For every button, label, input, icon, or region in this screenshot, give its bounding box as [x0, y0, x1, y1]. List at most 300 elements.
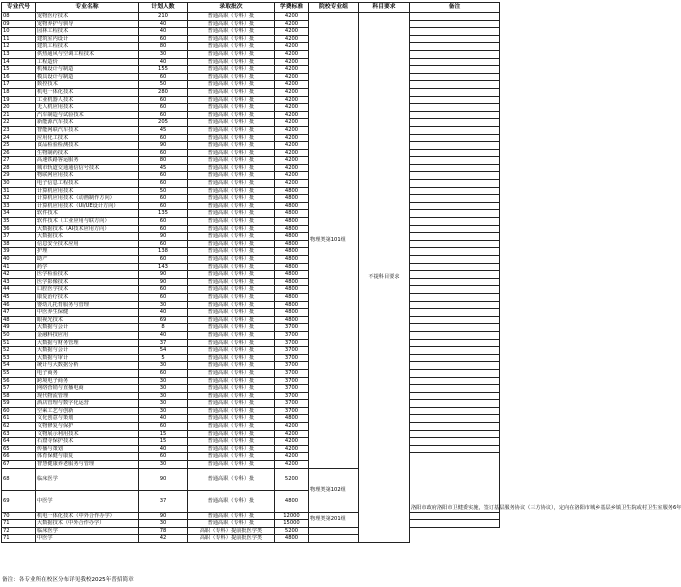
- row-code: 11: [2, 35, 36, 43]
- table-row: [2, 119, 500, 127]
- row-code: 43: [2, 278, 36, 286]
- row-name: 康复治疗技术: [36, 293, 139, 301]
- row-batch: 普通高职（专科）批: [188, 240, 275, 248]
- row-fee: 4200: [275, 180, 309, 188]
- row-count: 60: [139, 202, 188, 210]
- row-note: [410, 126, 500, 134]
- table-row: [2, 126, 500, 134]
- row-fee: 4800: [275, 293, 309, 301]
- row-note: [410, 445, 500, 453]
- row-name: 工程造价: [36, 58, 139, 66]
- table-row: [2, 256, 500, 264]
- row-count: 210: [139, 13, 188, 21]
- row-name: 智能网联汽车技术: [36, 126, 139, 134]
- row-note: [410, 385, 500, 393]
- table-row: [2, 218, 500, 226]
- table-row: [2, 377, 500, 385]
- row-fee: 3700: [275, 400, 309, 408]
- row-code: 51: [2, 339, 36, 347]
- row-code: 15: [2, 66, 36, 74]
- row-count: 60: [139, 423, 188, 431]
- row-note: [410, 278, 500, 286]
- row-code: 25: [2, 142, 36, 150]
- row-note: [410, 438, 500, 446]
- row-fee: 4200: [275, 73, 309, 81]
- row-fee: 4200: [275, 13, 309, 21]
- row-note: [410, 149, 500, 157]
- row-code: 33: [2, 202, 36, 210]
- row-count: 90: [139, 142, 188, 150]
- row-code: 54: [2, 362, 36, 370]
- row-code: 39: [2, 248, 36, 256]
- row-code: 12: [2, 43, 36, 51]
- row-code: 16: [2, 73, 36, 81]
- row-note: [410, 256, 500, 264]
- row-code: 41: [2, 263, 36, 271]
- row-fee: 4800: [275, 240, 309, 248]
- row-name: 文物修复与保护: [36, 423, 139, 431]
- row-fee: 4800: [275, 286, 309, 294]
- table-body: [2, 13, 681, 543]
- group-label: 物理类第101组: [309, 13, 359, 469]
- row-batch: 普通高职（专科）批: [188, 407, 275, 415]
- row-code: 67: [2, 461, 36, 469]
- row-count: 60: [139, 172, 188, 180]
- table-row: [2, 81, 500, 89]
- row-code: 47: [2, 309, 36, 317]
- row-name: 医学检验技术: [36, 271, 139, 279]
- row-count: 280: [139, 88, 188, 96]
- row-fee: 4200: [275, 453, 309, 461]
- row-count: 60: [139, 96, 188, 104]
- row-batch: 普通高职（专科）批: [188, 453, 275, 461]
- row-note: [410, 225, 500, 233]
- row-name: 城市轨道交通通信信号技术: [36, 164, 139, 172]
- row-note: [410, 331, 500, 339]
- row-count: 30: [139, 407, 188, 415]
- table-row: [2, 369, 500, 377]
- table-row: [2, 210, 500, 218]
- row-batch: 普通高职（专科）批: [188, 309, 275, 317]
- row-batch: 普通高职（专科）批: [188, 301, 275, 309]
- row-fee: 3700: [275, 377, 309, 385]
- row-batch: 普通高职（专科）批: [188, 400, 275, 408]
- row-count: 60: [139, 286, 188, 294]
- row-batch: 普通高职（专科）批: [188, 126, 275, 134]
- row-note: [410, 81, 500, 89]
- row-name: 高速铁路客运服务: [36, 157, 139, 165]
- row-batch: 普通高职（专科）批: [188, 369, 275, 377]
- row-batch: 普通高职（专科）批: [188, 256, 275, 264]
- row-fee: 4800: [275, 263, 309, 271]
- admission-plan-table: [1, 2, 681, 543]
- row-name: 信息安全技术应用: [36, 240, 139, 248]
- row-fee: 4800: [275, 225, 309, 233]
- table-row: [2, 453, 500, 461]
- row-fee: 3700: [275, 362, 309, 370]
- table-header-row: [2, 3, 500, 13]
- row-count: 37: [139, 490, 188, 512]
- row-fee: 4200: [275, 134, 309, 142]
- row-note: [410, 520, 500, 528]
- row-batch: 普通高职（专科）批: [188, 278, 275, 286]
- row-batch: 普通高职（专科）批: [188, 347, 275, 355]
- group-label: 物理类第201组: [309, 512, 359, 527]
- row-count: 8: [139, 324, 188, 332]
- row-name: 电子商务: [36, 369, 139, 377]
- row-fee: 4800: [275, 490, 309, 512]
- table-row: [2, 263, 500, 271]
- row-count: 30: [139, 50, 188, 58]
- row-name: 软件技术: [36, 210, 139, 218]
- row-code: 22: [2, 119, 36, 127]
- row-count: 60: [139, 111, 188, 119]
- row-name: 助产: [36, 256, 139, 264]
- table-row: [2, 278, 500, 286]
- row-code: 49: [2, 324, 36, 332]
- row-batch: 普通高职（专科）批: [188, 13, 275, 21]
- row-batch: 普通高职（专科）批: [188, 520, 275, 528]
- row-note: [309, 535, 359, 543]
- row-batch: 普通高职（专科）批: [188, 180, 275, 188]
- row-fee: 3700: [275, 339, 309, 347]
- row-note: [410, 142, 500, 150]
- row-code: 32: [2, 195, 36, 203]
- row-batch: 普通高职（专科）批: [188, 293, 275, 301]
- table-row: [2, 225, 500, 233]
- row-batch: 普通高职（专科）批: [188, 445, 275, 453]
- table-row: [2, 50, 500, 58]
- row-code: 58: [2, 392, 36, 400]
- row-batch: 普通高职（专科）批: [188, 377, 275, 385]
- table-row: [2, 362, 500, 370]
- row-code: 59: [2, 400, 36, 408]
- row-fee: 5200: [275, 527, 309, 535]
- table-row: [2, 331, 500, 339]
- row-code: 24: [2, 134, 36, 142]
- row-code: 28: [2, 164, 36, 172]
- row-code: 19: [2, 96, 36, 104]
- row-count: 78: [139, 527, 188, 535]
- row-fee: 4200: [275, 50, 309, 58]
- table-row: [2, 400, 500, 408]
- row-batch: 高职（专科）提前批医学类: [188, 527, 275, 535]
- row-batch: 普通高职（专科）批: [188, 415, 275, 423]
- row-count: 37: [139, 339, 188, 347]
- row-note: [410, 415, 500, 423]
- row-name: 临床医学: [36, 527, 139, 535]
- row-batch: 普通高职（专科）批: [188, 218, 275, 226]
- row-batch: 普通高职（专科）批: [188, 339, 275, 347]
- row-fee: 4200: [275, 88, 309, 96]
- row-fee: 3700: [275, 407, 309, 415]
- table-row: [2, 535, 500, 543]
- row-code: 56: [2, 377, 36, 385]
- row-fee: 4200: [275, 81, 309, 89]
- table-row: [2, 339, 500, 347]
- row-fee: 4800: [275, 278, 309, 286]
- row-note: [410, 88, 500, 96]
- row-note: [410, 218, 500, 226]
- row-code: 63: [2, 430, 36, 438]
- row-batch: 普通高职（专科）批: [188, 385, 275, 393]
- row-code: 35: [2, 218, 36, 226]
- row-count: 30: [139, 377, 188, 385]
- row-fee: 3700: [275, 354, 309, 362]
- row-code: 48: [2, 316, 36, 324]
- row-name: 智慧健康养老服务与管理: [36, 461, 139, 469]
- row-code: 40: [2, 256, 36, 264]
- row-count: 80: [139, 157, 188, 165]
- row-batch: 普通高职（专科）批: [188, 210, 275, 218]
- table-row: [2, 248, 500, 256]
- row-code: 69: [2, 490, 36, 512]
- row-batch: 普通高职（专科）批: [188, 392, 275, 400]
- row-count: 60: [139, 218, 188, 226]
- table-row: [2, 423, 500, 431]
- row-code: 68: [2, 468, 36, 490]
- row-fee: 4800: [275, 316, 309, 324]
- row-note: [410, 119, 500, 127]
- row-name: 中医学: [36, 535, 139, 543]
- row-name: 口腔医学技术: [36, 286, 139, 294]
- row-fee: 4200: [275, 66, 309, 74]
- row-count: 60: [139, 35, 188, 43]
- row-count: 30: [139, 385, 188, 393]
- row-batch: 普通高职（专科）批: [188, 104, 275, 112]
- row-note: [410, 202, 500, 210]
- table-row: [2, 202, 500, 210]
- table-row: [2, 195, 500, 203]
- row-note: [410, 369, 500, 377]
- row-batch: 普通高职（专科）批: [188, 96, 275, 104]
- row-batch: 普通高职（专科）批: [188, 362, 275, 370]
- row-note: [410, 66, 500, 74]
- row-batch: 普通高职（专科）批: [188, 35, 275, 43]
- row-note: [410, 164, 500, 172]
- row-name: 物联网应用技术: [36, 172, 139, 180]
- row-code: 46: [2, 301, 36, 309]
- row-count: 40: [139, 445, 188, 453]
- row-fee: 4200: [275, 438, 309, 446]
- row-batch: 普通高职（专科）批: [188, 423, 275, 431]
- row-name: 电子信息工程技术: [36, 180, 139, 188]
- row-note: [410, 423, 500, 431]
- table-row: [2, 430, 500, 438]
- row-batch: 普通高职（专科）批: [188, 225, 275, 233]
- row-note: [410, 43, 500, 51]
- row-note: [410, 362, 500, 370]
- header-note: 备注: [410, 3, 500, 13]
- table-row: [2, 149, 500, 157]
- row-code: 30: [2, 180, 36, 188]
- row-note: [410, 271, 500, 279]
- row-count: 60: [139, 149, 188, 157]
- table-row: [2, 20, 500, 28]
- row-fee: 4800: [275, 256, 309, 264]
- row-code: 66: [2, 453, 36, 461]
- row-note: [410, 13, 500, 21]
- row-fee: 4200: [275, 445, 309, 453]
- table-row: [2, 172, 500, 180]
- row-note: [410, 316, 500, 324]
- table-row: [2, 164, 500, 172]
- row-count: 30: [139, 301, 188, 309]
- header-count: 计划人数: [139, 3, 188, 13]
- row-batch: 普通高职（专科）批: [188, 164, 275, 172]
- row-code: 42: [2, 271, 36, 279]
- row-batch: 普通高职（专科）批: [188, 88, 275, 96]
- row-batch: 普通高职（专科）批: [188, 202, 275, 210]
- row-count: 50: [139, 187, 188, 195]
- row-code: 50: [2, 331, 36, 339]
- table-row: [2, 347, 500, 355]
- row-code: 45: [2, 293, 36, 301]
- row-code: 13: [2, 50, 36, 58]
- row-batch: 普通高职（专科）批: [188, 271, 275, 279]
- row-name: 传播与策划: [36, 445, 139, 453]
- row-code: 71: [2, 520, 36, 528]
- row-count: 15: [139, 430, 188, 438]
- row-name: 建筑室内设计: [36, 35, 139, 43]
- row-fee: 4800: [275, 218, 309, 226]
- row-code: 34: [2, 210, 36, 218]
- table-row: [2, 445, 500, 453]
- row-name: 婴幼儿托育服务与管理: [36, 301, 139, 309]
- row-count: 40: [139, 58, 188, 66]
- row-code: 52: [2, 347, 36, 355]
- row-note: [410, 111, 500, 119]
- subject-requirement: 不提科目要求: [359, 13, 410, 543]
- row-name: 大数据与会计: [36, 347, 139, 355]
- row-count: 45: [139, 164, 188, 172]
- row-code: 14: [2, 58, 36, 66]
- row-count: 30: [139, 400, 188, 408]
- row-note: [410, 195, 500, 203]
- row-code: 26: [2, 149, 36, 157]
- row-note: [410, 293, 500, 301]
- row-batch: 普通高职（专科）批: [188, 172, 275, 180]
- row-count: 60: [139, 104, 188, 112]
- row-batch: 普通高职（专科）批: [188, 187, 275, 195]
- row-note: [410, 377, 500, 385]
- row-fee: 3700: [275, 385, 309, 393]
- row-code: 64: [2, 438, 36, 446]
- row-fee: 4200: [275, 164, 309, 172]
- row-count: 90: [139, 512, 188, 520]
- row-fee: 4200: [275, 28, 309, 36]
- row-note: [410, 35, 500, 43]
- row-name: 石窟寺保护技术: [36, 438, 139, 446]
- table-row: [2, 415, 500, 423]
- row-batch: 普通高职（专科）批: [188, 286, 275, 294]
- row-count: 80: [139, 43, 188, 51]
- header-name: 专业名称: [36, 3, 139, 13]
- table-row: [2, 134, 500, 142]
- row-name: 医学影像技术: [36, 278, 139, 286]
- row-batch: 高职（专科）提前批医学类: [188, 535, 275, 543]
- row-note: [410, 301, 500, 309]
- row-batch: 普通高职（专科）批: [188, 438, 275, 446]
- row-note: [410, 58, 500, 66]
- row-count: 42: [139, 535, 188, 543]
- header-code: 专业代号: [2, 3, 36, 13]
- row-batch: 普通高职（专科）批: [188, 468, 275, 490]
- row-name: 供热通风与空调工程技术: [36, 50, 139, 58]
- table-row: [2, 316, 500, 324]
- row-note: [410, 248, 500, 256]
- row-count: 40: [139, 28, 188, 36]
- row-count: 40: [139, 20, 188, 28]
- row-batch: 普通高职（专科）批: [188, 248, 275, 256]
- row-batch: 普通高职（专科）批: [188, 20, 275, 28]
- row-batch: 普通高职（专科）批: [188, 149, 275, 157]
- row-batch: 普通高职（专科）批: [188, 142, 275, 150]
- row-name: 计算机应用技术（UI/UE设计方向）: [36, 202, 139, 210]
- row-fee: 4200: [275, 149, 309, 157]
- row-name: 无人机应用技术: [36, 104, 139, 112]
- row-name: 机械设计与制造: [36, 66, 139, 74]
- row-batch: 普通高职（专科）批: [188, 316, 275, 324]
- row-count: 205: [139, 119, 188, 127]
- row-code: 53: [2, 354, 36, 362]
- row-batch: 普通高职（专科）批: [188, 461, 275, 469]
- table-row: [2, 309, 500, 317]
- row-fee: 4200: [275, 423, 309, 431]
- row-code: 27: [2, 157, 36, 165]
- table-row: [2, 35, 500, 43]
- row-name: 计算机应用技术（动画制作方向）: [36, 195, 139, 203]
- row-name: 工业机器人技术: [36, 96, 139, 104]
- row-batch: 普通高职（专科）批: [188, 157, 275, 165]
- row-count: 60: [139, 453, 188, 461]
- table-row: [2, 293, 500, 301]
- row-count: 50: [139, 81, 188, 89]
- row-batch: 普通高职（专科）批: [188, 233, 275, 241]
- row-note: [410, 233, 500, 241]
- header-batch: 录取批次: [188, 3, 275, 13]
- row-batch: 普通高职（专科）批: [188, 331, 275, 339]
- row-batch: 普通高职（专科）批: [188, 81, 275, 89]
- row-note: [410, 172, 500, 180]
- row-count: 143: [139, 263, 188, 271]
- row-code: 38: [2, 240, 36, 248]
- row-note: [410, 210, 500, 218]
- row-fee: 4200: [275, 461, 309, 469]
- row-count: 30: [139, 520, 188, 528]
- row-batch: 普通高职（专科）批: [188, 430, 275, 438]
- table-row: [2, 96, 500, 104]
- row-code: 10: [2, 28, 36, 36]
- footnote: 备注：各专业所在校区分布详见我校2025年普招简章: [2, 577, 134, 583]
- row-code: 08: [2, 13, 36, 21]
- row-fee: 15000: [275, 520, 309, 528]
- table-row: [2, 28, 500, 36]
- row-fee: 4200: [275, 172, 309, 180]
- row-note: [410, 339, 500, 347]
- row-note: [410, 104, 500, 112]
- row-batch: 普通高职（专科）批: [188, 490, 275, 512]
- row-fee: 4200: [275, 35, 309, 43]
- row-count: 30: [139, 362, 188, 370]
- row-fee: 4200: [275, 96, 309, 104]
- row-fee: 4200: [275, 119, 309, 127]
- row-batch: 普通高职（专科）批: [188, 28, 275, 36]
- row-code: 29: [2, 172, 36, 180]
- row-count: 60: [139, 180, 188, 188]
- row-count: 60: [139, 256, 188, 264]
- row-count: 45: [139, 126, 188, 134]
